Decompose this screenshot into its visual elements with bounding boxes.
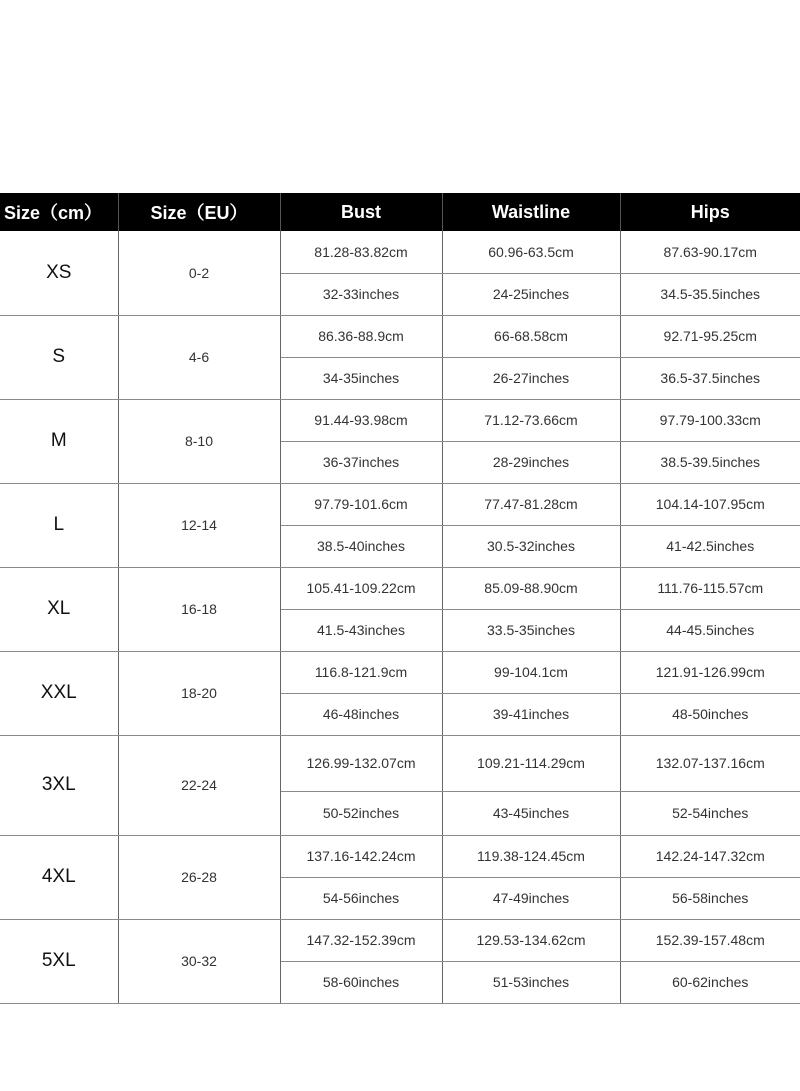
table-body — [0, 231, 800, 1003]
size-eu-cell: 16-18 — [118, 567, 280, 651]
waist-cm-cell: 60.96-63.5cm — [442, 231, 620, 273]
size-cm-cell: XS — [0, 231, 118, 315]
size-eu-cell: 4-6 — [118, 315, 280, 399]
size-eu-cell: 26-28 — [118, 835, 280, 919]
header-size-eu: Size（EU） — [118, 193, 280, 231]
bust-cm-cell: 86.36-88.9cm — [280, 315, 442, 357]
bust-inches-cell: 46-48inches — [280, 693, 442, 735]
hips-inches-cell: 60-62inches — [620, 961, 800, 1003]
size-eu-cell: 30-32 — [118, 919, 280, 1003]
waist-cm-cell: 77.47-81.28cm — [442, 483, 620, 525]
header-hips: Hips — [690, 201, 730, 222]
bust-cm-cell: 126.99-132.07cm — [280, 735, 442, 791]
hips-cm-cell: 92.71-95.25cm — [620, 315, 800, 357]
waist-cm-cell: 71.12-73.66cm — [442, 399, 620, 441]
size-cm-cell: 3XL — [0, 735, 118, 835]
bust-cm-cell: 105.41-109.22cm — [280, 567, 442, 609]
size-cm-cell: L — [0, 483, 118, 567]
table-header-row — [0, 193, 800, 231]
waist-inches-cell: 47-49inches — [442, 877, 620, 919]
bust-inches-cell: 41.5-43inches — [280, 609, 442, 651]
table-row — [0, 315, 800, 357]
table-row — [0, 231, 800, 273]
size-cm-cell: 5XL — [0, 919, 118, 1003]
waist-inches-cell: 51-53inches — [442, 961, 620, 1003]
hips-cm-cell: 132.07-137.16cm — [620, 735, 800, 791]
table-row — [0, 483, 800, 525]
hips-inches-cell: 48-50inches — [620, 693, 800, 735]
hips-cm-cell: 87.63-90.17cm — [620, 231, 800, 273]
hips-cm-cell: 152.39-157.48cm — [620, 919, 800, 961]
table-row — [0, 835, 800, 877]
hips-inches-cell: 52-54inches — [620, 791, 800, 835]
table-row — [0, 651, 800, 693]
bust-inches-cell: 36-37inches — [280, 441, 442, 483]
hips-inches-cell: 41-42.5inches — [620, 525, 800, 567]
size-table — [0, 193, 800, 1004]
size-chart — [0, 193, 800, 1004]
size-cm-cell: 4XL — [0, 835, 118, 919]
table-row — [0, 735, 800, 791]
waist-cm-cell: 109.21-114.29cm — [442, 735, 620, 791]
hips-inches-cell: 38.5-39.5inches — [620, 441, 800, 483]
hips-inches-cell: 34.5-35.5inches — [620, 273, 800, 315]
size-cm-cell: S — [0, 315, 118, 399]
bust-inches-cell: 50-52inches — [280, 791, 442, 835]
bust-inches-cell: 38.5-40inches — [280, 525, 442, 567]
waist-inches-cell: 24-25inches — [442, 273, 620, 315]
size-cm-cell: M — [0, 399, 118, 483]
waist-inches-cell: 28-29inches — [442, 441, 620, 483]
waist-cm-cell: 129.53-134.62cm — [442, 919, 620, 961]
hips-cm-cell: 111.76-115.57cm — [620, 567, 800, 609]
bust-cm-cell: 97.79-101.6cm — [280, 483, 442, 525]
waist-inches-cell: 26-27inches — [442, 357, 620, 399]
hips-inches-cell: 36.5-37.5inches — [620, 357, 800, 399]
bust-cm-cell: 147.32-152.39cm — [280, 919, 442, 961]
waist-inches-cell: 39-41inches — [442, 693, 620, 735]
hips-inches-cell: 56-58inches — [620, 877, 800, 919]
waist-inches-cell: 43-45inches — [442, 791, 620, 835]
waist-cm-cell: 85.09-88.90cm — [442, 567, 620, 609]
table-row — [0, 567, 800, 609]
size-eu-cell: 12-14 — [118, 483, 280, 567]
bust-inches-cell: 54-56inches — [280, 877, 442, 919]
bust-cm-cell: 91.44-93.98cm — [280, 399, 442, 441]
hips-inches-cell: 44-45.5inches — [620, 609, 800, 651]
header-waistline: Waistline — [442, 193, 620, 231]
waist-cm-cell: 99-104.1cm — [442, 651, 620, 693]
size-eu-cell: 22-24 — [118, 735, 280, 835]
header-bust: Bust — [280, 193, 442, 231]
size-eu-cell: 18-20 — [118, 651, 280, 735]
hips-cm-cell: 104.14-107.95cm — [620, 483, 800, 525]
table-row — [0, 919, 800, 961]
hips-cm-cell: 142.24-147.32cm — [620, 835, 800, 877]
size-eu-cell: 8-10 — [118, 399, 280, 483]
bust-cm-cell: 116.8-121.9cm — [280, 651, 442, 693]
bust-cm-cell: 137.16-142.24cm — [280, 835, 442, 877]
bust-inches-cell: 32-33inches — [280, 273, 442, 315]
hips-cm-cell: 121.91-126.99cm — [620, 651, 800, 693]
hips-cm-cell: 97.79-100.33cm — [620, 399, 800, 441]
size-eu-cell: 0-2 — [118, 231, 280, 315]
waist-cm-cell: 66-68.58cm — [442, 315, 620, 357]
size-cm-cell: XL — [0, 567, 118, 651]
table-row — [0, 399, 800, 441]
waist-cm-cell: 119.38-124.45cm — [442, 835, 620, 877]
waist-inches-cell: 30.5-32inches — [442, 525, 620, 567]
header-size-cm: Size（cm） — [0, 193, 118, 231]
bust-inches-cell: 58-60inches — [280, 961, 442, 1003]
size-cm-cell: XXL — [0, 651, 118, 735]
waist-inches-cell: 33.5-35inches — [442, 609, 620, 651]
bust-cm-cell: 81.28-83.82cm — [280, 231, 442, 273]
bust-inches-cell: 34-35inches — [280, 357, 442, 399]
